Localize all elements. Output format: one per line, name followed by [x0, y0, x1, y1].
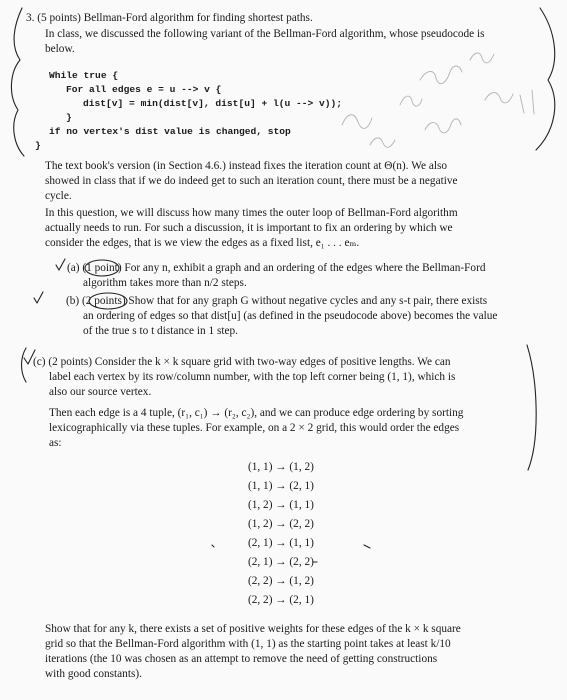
intro-line-1: In class, we discussed the following variant of the Bellman-Ford algorithm, whose pseudocode is: [45, 28, 485, 40]
part-c-line-2: label each vertex by its row/column number, with the top left corner being (1, 1), which is: [49, 371, 456, 383]
para1-line-2: showed in class that if we do indeed get to such an iteration count, there must be a negative: [45, 175, 458, 187]
faint-scribble: [342, 115, 372, 129]
faint-scribble: [470, 53, 494, 63]
code-line-1: While true {: [49, 70, 119, 81]
code-line-6: }: [35, 140, 41, 151]
dot-mark: [212, 545, 214, 547]
faint-scribble: [425, 119, 461, 133]
intro-line-2: below.: [45, 43, 75, 55]
final-line-2: grid so that the Bellman-Ford algorithm with (1, 1) as the starting point takes at least k/10: [45, 638, 451, 650]
code-line-4: }: [66, 112, 72, 123]
part-b-line-3: of the true s to t distance in 1 step.: [83, 325, 238, 337]
para2-line-1: In this question, we will discuss how many times the outer loop of Bellman-Ford algorithm: [45, 207, 458, 219]
part-c-line-3: also our source vertex.: [49, 386, 152, 398]
bracket-mark: [11, 8, 24, 156]
para1-line-3: cycle.: [45, 190, 72, 202]
final-line-1: Show that for any k, there exists a set of positive weights for these edges of the k × k square: [45, 623, 461, 635]
part-c2-line-2: lexicographically via these tuples. For example, on a 2 × 2 grid, this would order the edges: [49, 422, 460, 434]
part-c-line-1: (c) (2 points) Consider the k × k square grid with two-way edges of positive lengths. We can: [33, 356, 451, 368]
para1-line-1: The text book's version (in Section 4.6.) instead fixes the iteration count at Θ(n). We also: [45, 160, 448, 172]
bracket-mark: [22, 348, 27, 382]
check-icon: [34, 292, 43, 303]
edge-order-row: (2, 1) → (1, 1): [248, 537, 314, 549]
edge-order-row: (1, 1) → (2, 1): [248, 480, 314, 492]
bracket-mark: [536, 8, 555, 150]
edge-order-row: (1, 1) → (1, 2): [248, 461, 314, 473]
part-c2-line-1: Then each edge is a 4 tuple, (r₁, c₁) → (r₂, c₂), and we can produce edge ordering by sorting: [49, 407, 464, 419]
faint-scribble: [485, 93, 513, 103]
question-header: 3. (5 points) Bellman-Ford algorithm for finding shortest paths.: [26, 12, 313, 24]
faint-scribble: [420, 66, 462, 84]
final-line-3: iterations (the 10 was chosen as an attempt to remove the need of getting constructions: [45, 653, 438, 665]
part-b-line-1: (b) (2 points) Show that for any graph G without negative cycles and any s-t pair, there exists: [66, 295, 488, 307]
part-c2-line-3: as:: [49, 437, 62, 449]
faint-scribble: [400, 96, 422, 106]
para2-line-3: consider the edges, that is we view the edges as a fixed list, e₁ . . . eₘ.: [45, 237, 360, 249]
edge-order-row: (2, 2) → (2, 1): [248, 594, 314, 606]
code-line-3: dist[v] = min(dist[v], dist[u] + l(u --> v));: [83, 98, 343, 109]
part-a-line-1: (a) (1 point) For any n, exhibit a graph and an ordering of the edges where the Bellman-Ford: [67, 262, 486, 274]
edge-order-row: (1, 2) → (2, 2): [248, 518, 314, 530]
bracket-mark: [527, 345, 536, 470]
part-a-line-2: algorithm takes more than n/2 steps.: [83, 277, 247, 289]
para2-line-2: actually needs to run. For such a discussion, it is important to fix an ordering by which we: [45, 222, 453, 234]
part-b-line-2: an ordering of edges so that dist[u] (as defined in the pseudocode above) becomes the value: [83, 310, 498, 322]
faint-scribble: [520, 90, 534, 114]
check-icon: [56, 259, 65, 270]
final-line-4: with good constants).: [45, 668, 142, 680]
code-line-5: if no vertex's dist value is changed, stop: [49, 126, 291, 137]
dash-mark: [364, 545, 370, 548]
edge-order-row: (2, 1) → (2, 2): [248, 556, 314, 568]
faint-scribble: [370, 138, 395, 147]
edge-order-row: (2, 2) → (1, 2): [248, 575, 314, 587]
code-line-2: For all edges e = u --> v {: [66, 84, 222, 95]
edge-order-row: (1, 2) → (1, 1): [248, 499, 314, 511]
